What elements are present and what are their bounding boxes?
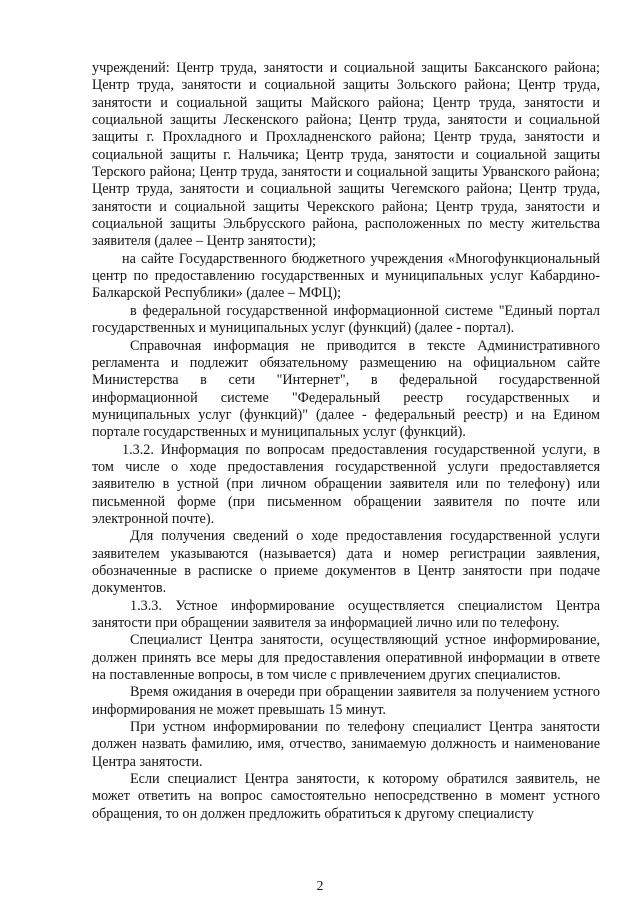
paragraph-section-1-3-3: 1.3.3. Устное информирование осуществляется специалистом Центра занятости при обращении заявителя за информацией лично или по телефону. [92,597,600,631]
page-number: 2 [316,878,324,893]
paragraph-waiting-time: Время ожидания в очереди при обращении заявителя за получением устного информирования не может превышать 15 минут. [92,684,600,718]
paragraph-reference-info: Справочная информация не приводится в тексте Административного регламента и подлежит обязательному размещению на официальном сайте Министерства в сети "Интернет", в федеральной государственной информационной системе "Федеральный реестр государственных и муниципальных услуг (функций)" (далее - федеральный реестр) и на Едином портале государственных и муниципальных услуг (функций). [92,337,600,441]
document-page [92,60,600,823]
paragraph-phone-info: При устном информировании по телефону специалист Центра занятости должен назвать фамилию, имя, отчество, занимаемую должность и наименование Центра занятости. [92,719,600,770]
paragraph-institutions-list: учреждений: Центр труда, занятости и социальной защиты Баксанского района; Центр труда, занятости и социальной защиты Зольского района; Центр труда, занятости и социальной защиты Майского района; Центр труда, занятости и социальной защиты Лескенского района; Центр труда, занятости и социальной защиты г. Прохладного и Прохладненского района; Центр труда, занятости и социальной защиты г. Нальчика; Центр труда, занятости и социальной защиты Терского района; Центр труда, занятости и социальной защиты Урванского района; Центр труда, занятости и социальной защиты Чегемского района; Центр труда, занятости и социальной защиты Черекского района; Центр труда, занятости и социальной защиты Эльбрусского района, расположенных по месту жительства заявителя (далее – Центр занятости); [92,60,600,250]
paragraph-status-info: Для получения сведений о ходе предоставления государственной услуги заявителем указываются (называется) дата и номер регистрации заявления, обозначенные в расписке о приеме документов в Центр занятости при подаче документов. [92,528,600,597]
paragraph-redirect: Если специалист Центра занятости, к которому обратился заявитель, не может ответить на вопрос самостоятельно непосредственно в момент устного обращения, то он должен предложить обратиться к другому специалисту [92,771,600,822]
paragraph-specialist-duties: Специалист Центра занятости, осуществляющий устное информирование, должен принять все меры для предоставления оперативной информации в ответе на поставленные вопросы, в том числе с привлечением других специалистов. [92,632,600,684]
paragraph-section-1-3-2: 1.3.2. Информация по вопросам предоставления государственной услуги, в том числе о ходе предоставления государственной услуги предоставляется заявителю в устной (при личном обращении заявителя или по телефону) или письменной форме (при письменном обращении заявителя по почте или электронной почте). [92,441,600,527]
paragraph-mfc-website: на сайте Государственного бюджетного учреждения «Многофункциональный центр по предоставлению государственных и муниципальных услуг Кабардино-Балкарской Республики» (далее – МФЦ); [92,250,600,302]
paragraph-federal-portal: в федеральной государственной информационной системе "Единый портал государственных и муниципальных услуг (функций) (далее - портал). [92,302,600,337]
